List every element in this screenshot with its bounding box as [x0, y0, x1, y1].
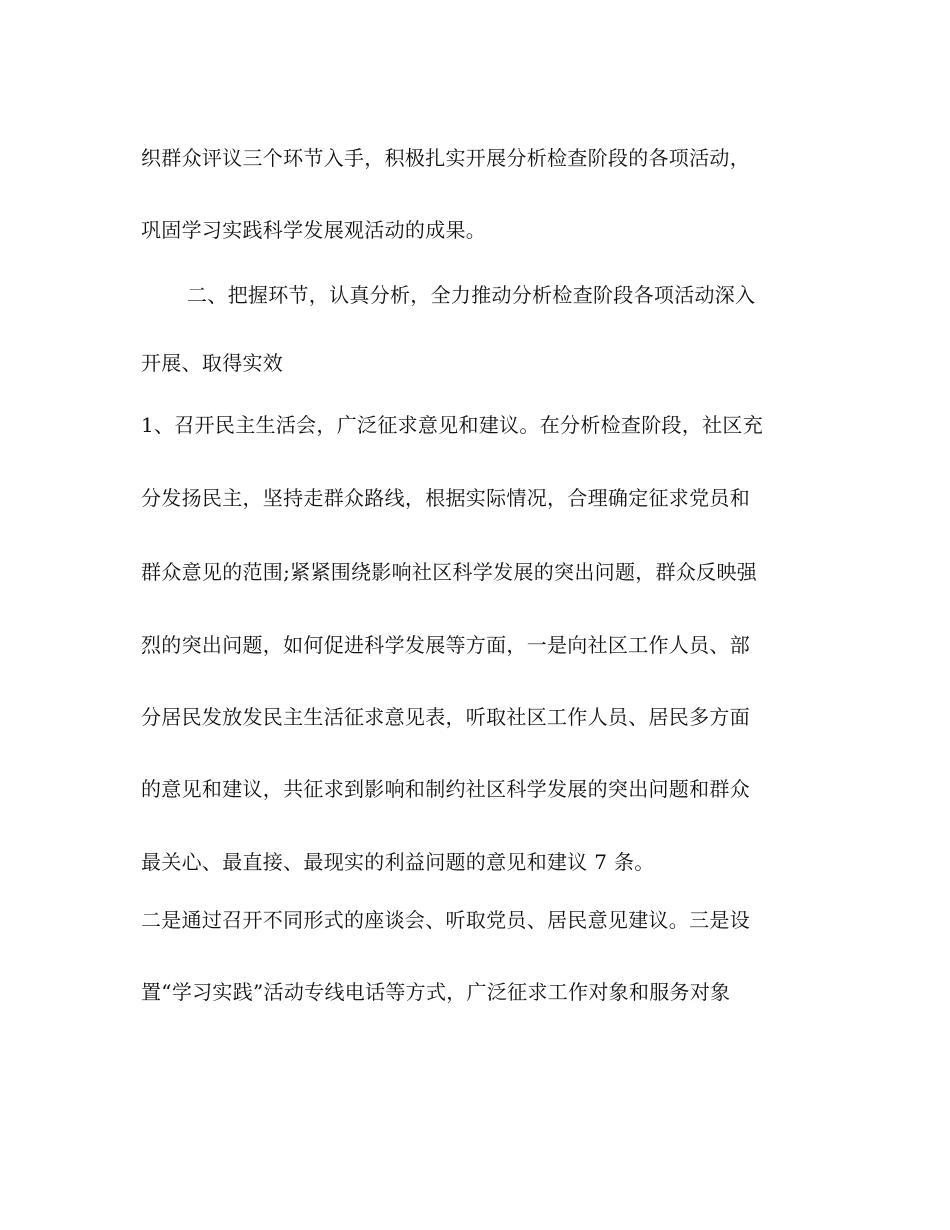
text-line: 最关心、最直接、最现实的利益问题的意见和建议 7 条。 — [141, 850, 655, 874]
text-line: 分发扬民主，坚持走群众路线，根据实际情况，合理确定征求党员和 — [141, 486, 750, 510]
text-line: 织群众评议三个环节入手，积极扎实开展分析检查阶段的各项活动， — [141, 146, 750, 170]
section-heading: 二、把握环节，认真分析，全力推动分析检查阶段各项活动深入 — [187, 283, 756, 307]
section-heading-continued: 开展、取得实效 — [141, 351, 284, 375]
text-line: 1、召开民主生活会，广泛征求意见和建议。在分析检查阶段，社区充 — [141, 413, 764, 437]
text-line: 巩固学习实践科学发展观活动的成果。 — [141, 218, 487, 242]
text-line: 二是通过召开不同形式的座谈会、听取党员、居民意见建议。三是设 — [141, 908, 750, 932]
text-line: 分居民发放发民主生活征求意见表，听取社区工作人员、居民多方面 — [141, 705, 750, 729]
text-line: 烈的突出问题，如何促进科学发展等方面，一是向社区工作人员、部 — [141, 633, 750, 657]
text-line: 群众意见的范围;紧紧围绕影响社区科学发展的突出问题，群众反映强 — [141, 560, 758, 584]
text-line: 置“学习实践”活动专线电话等方式，广泛征求工作对象和服务对象 — [141, 980, 731, 1004]
text-line: 的意见和建议，共征求到影响和制约社区科学发展的突出问题和群众 — [141, 777, 750, 801]
